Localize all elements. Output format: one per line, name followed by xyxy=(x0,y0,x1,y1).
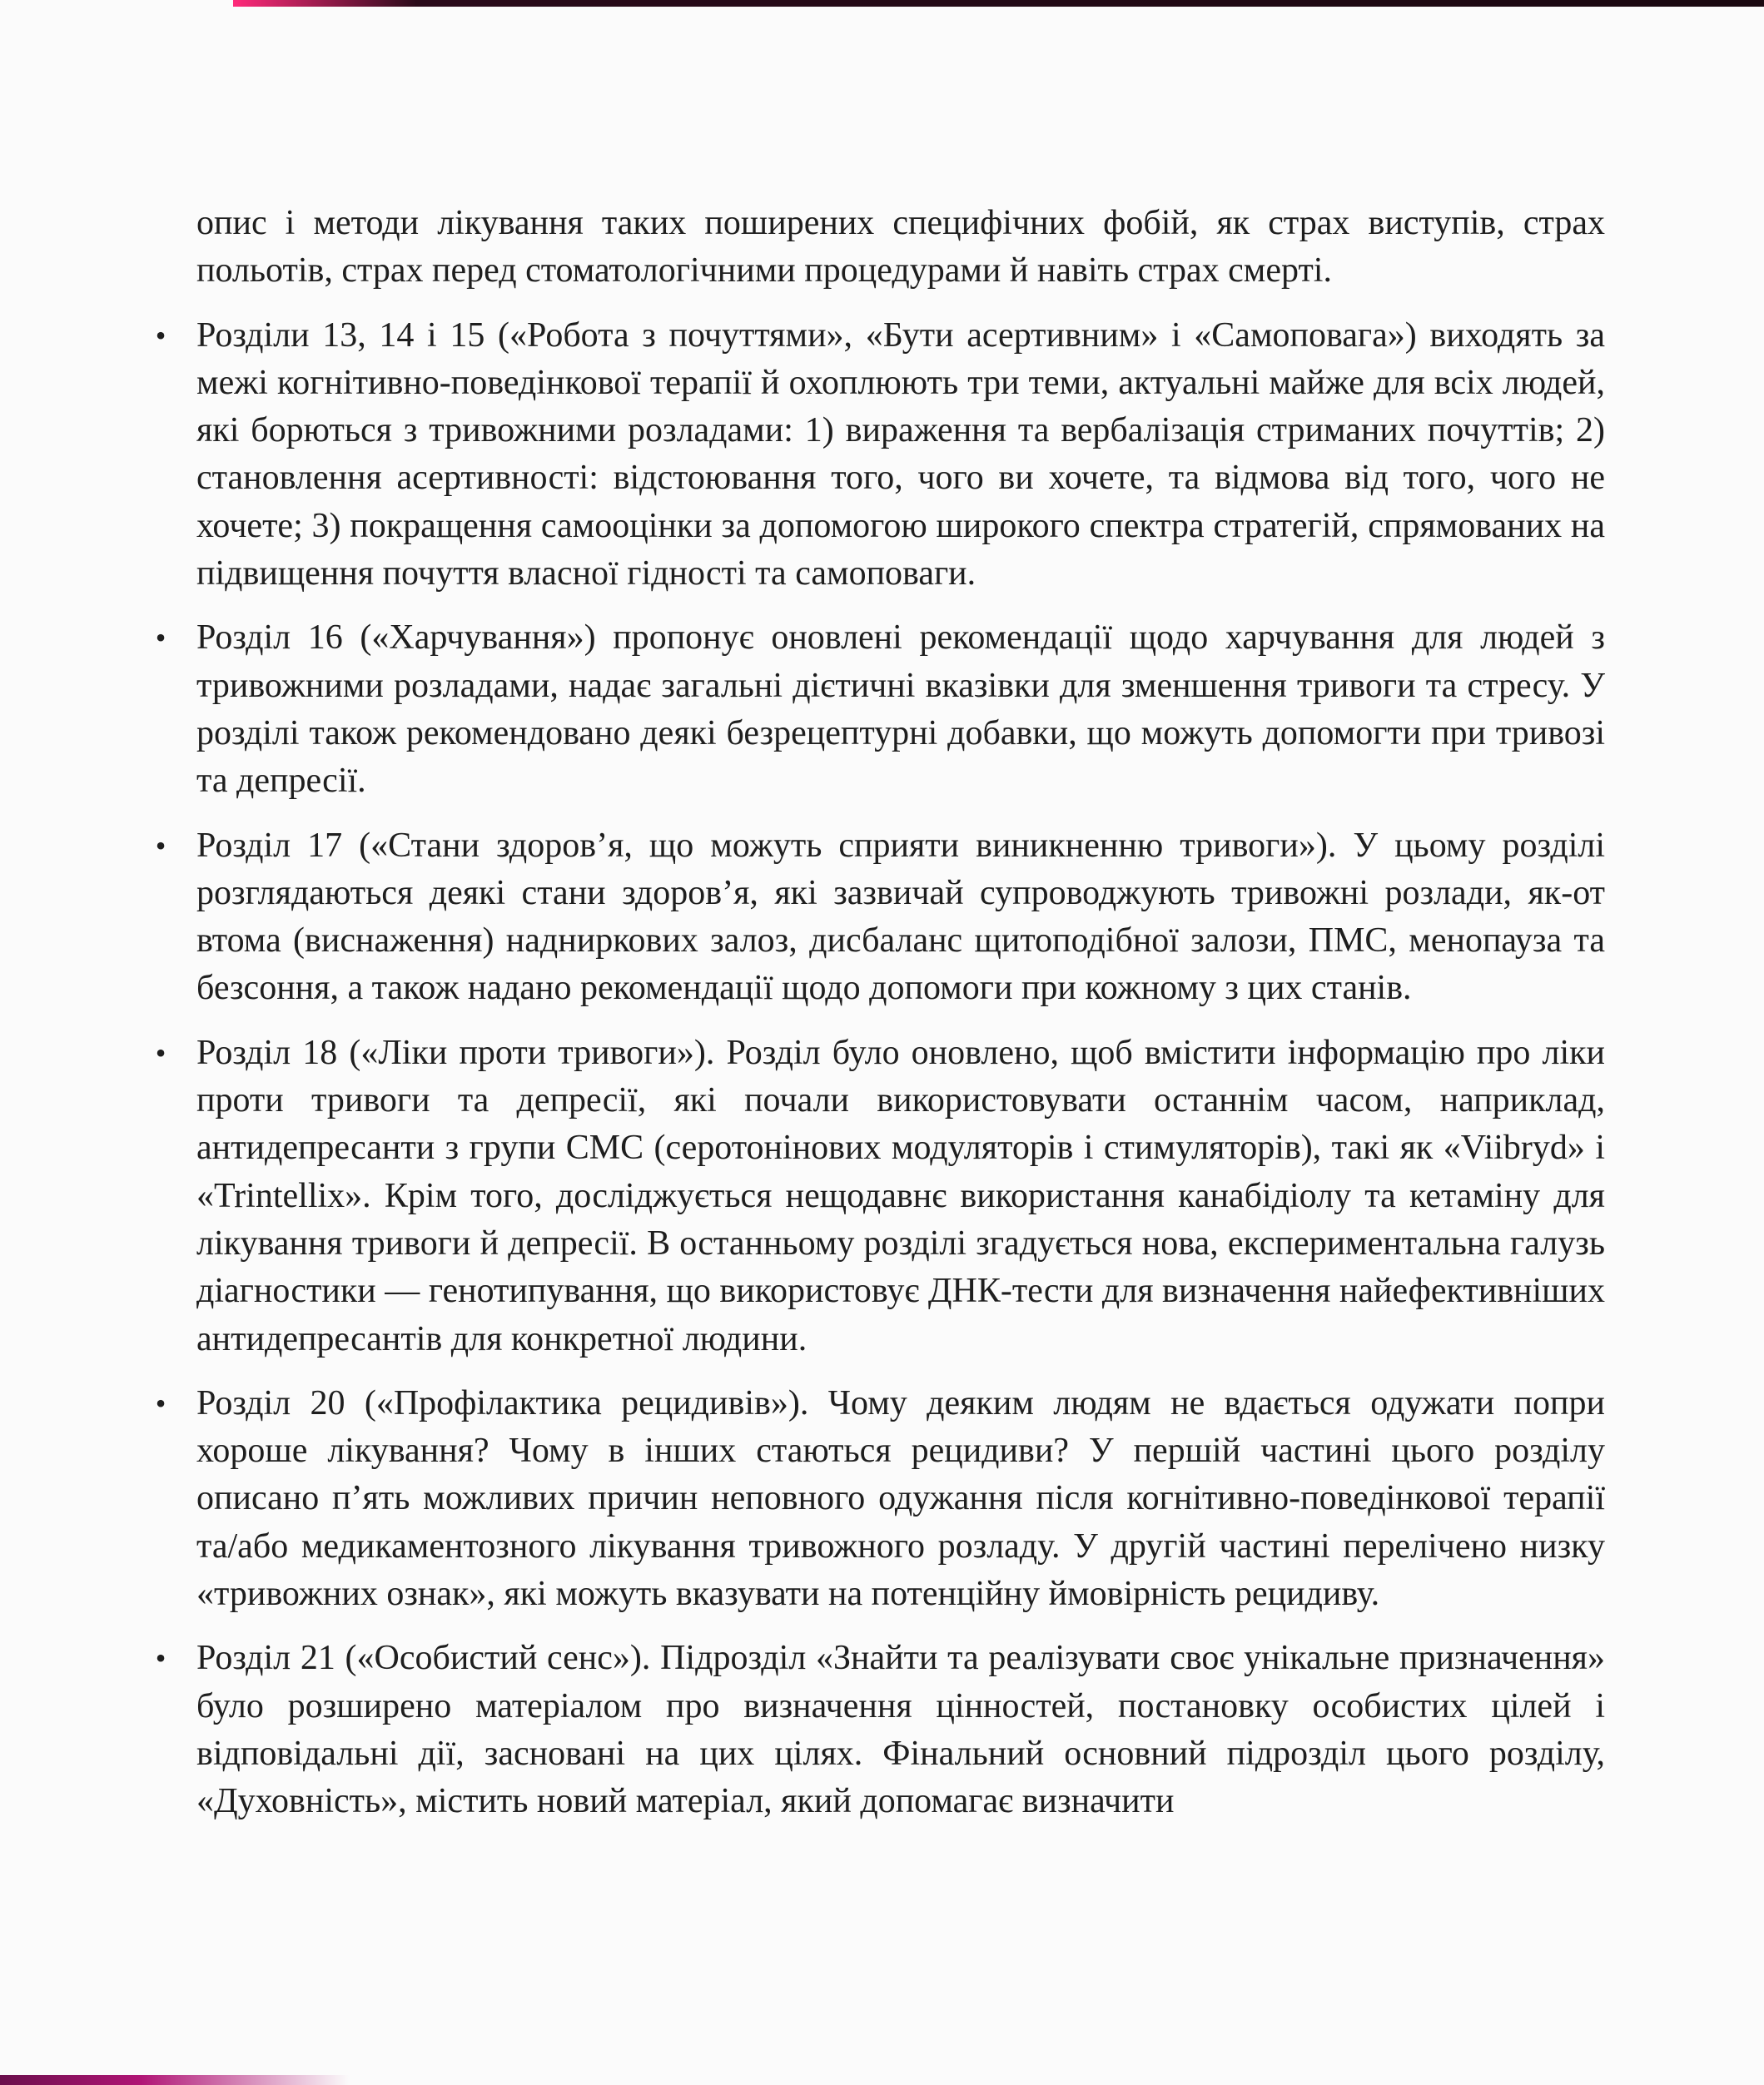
list-item xyxy=(155,1030,1605,1363)
bottom-decorative-bar xyxy=(0,2075,350,2085)
bullet-list xyxy=(155,312,1605,1826)
list-item-text: Розділ 20 («Профілактика рецидивів»). Чому деяким людям не вдається одужати попри хороше лікування? Чому в інших стаються рецидиви? У першій частині цього розділу описано п’ять можливих причин неповного одужання після когнітивно-поведінкової терапії та/або медикаментозного лікування тривожного розладу. У другій частині перелічено низку «тривожних ознак», які можуть вказувати на потенційну ймовірність рецидиву. xyxy=(196,1383,1605,1614)
bullet-icon: • xyxy=(155,1386,166,1420)
bullet-icon: • xyxy=(155,318,166,352)
list-item-text: Розділ 16 («Харчування») пропонує оновлені рекомендації щодо харчування для людей з тривожними розладами, надає загальні дієтичні вказівки для зменшення тривоги та стресу. У розділі також рекомендовано деякі безрецептурні добавки, що можуть допомогти при тривозі та депресії. xyxy=(196,618,1605,801)
list-item xyxy=(155,614,1605,805)
list-item xyxy=(155,1380,1605,1618)
list-item xyxy=(155,1635,1605,1825)
page-text xyxy=(155,200,1605,1826)
top-decorative-bar xyxy=(233,0,1764,7)
bullet-icon: • xyxy=(155,1641,166,1675)
bullet-icon: • xyxy=(155,1035,166,1070)
bullet-icon: • xyxy=(155,621,166,655)
list-item xyxy=(155,312,1605,598)
list-item-text: Розділ 17 («Стани здоров’я, що можуть сприяти виникненню тривоги»). У цьому розділі розглядаються деякі стани здоров’я, які зазвичай супроводжують тривожні розлади, як-от втома (виснаження) надниркових залоз, дисбаланс щитоподібної залози, ПМС, менопауза та безсоння, а також надано рекомендації щодо допомоги при кожному з цих станів. xyxy=(196,826,1605,1008)
bullet-icon: • xyxy=(155,828,166,862)
list-item-text: Розділ 21 («Особистий сенс»). Підрозділ «Знайти та реалізувати своє унікальне призначення» було розширено матеріалом про визначення цінностей, постановку особистих цілей і відповідальні дії, засновані на цих цілях. Фінальний основний підрозділ цього розділу, «Духовність», містить новий матеріал, який допомагає визначити xyxy=(196,1639,1605,1821)
list-item-text: Розділ 18 («Ліки проти тривоги»). Розділ було оновлено, щоб вмістити інформацію про ліки проти тривоги та депресії, які почали використовувати останнім часом, наприклад, антидепресанти з групи СМС (серотонінових модуляторів і стимуляторів), такі як «Viibryd» і «Trintellix». Крім того, досліджується нещодавнє використання канабідіолу та кетаміну для лікування тривоги й депресії. В останньому розділі згадується нова, експериментальна галузь діагностики — генотипування, що використовує ДНК-тести для визначення найефективніших антидепресантів для конкретної людини. xyxy=(196,1033,1605,1358)
list-item-text: Розділи 13, 14 і 15 («Робота з почуттями», «Бути асертивним» і «Самоповага») виходять за межі когнітивно-поведінкової терапії й охоплюють три теми, актуальні майже для всіх людей, які борються з тривожними розладами: 1) вираження та вербалізація стриманих почуттів; 2) становлення асертивності: відстоювання того, чого ви хочете, та відмова від того, чого не хочете; 3) покращення самооцінки за допомогою широкого спектра стратегій, спрямованих на підвищення почуття власної гідності та самоповаги. xyxy=(196,315,1605,593)
continuation-paragraph: опис і методи лікування таких поширених специфічних фобій, як страх виступів, страх польотів, страх перед стоматологічними процедурами й навіть страх смерті. xyxy=(196,204,1605,290)
list-item xyxy=(155,822,1605,1013)
